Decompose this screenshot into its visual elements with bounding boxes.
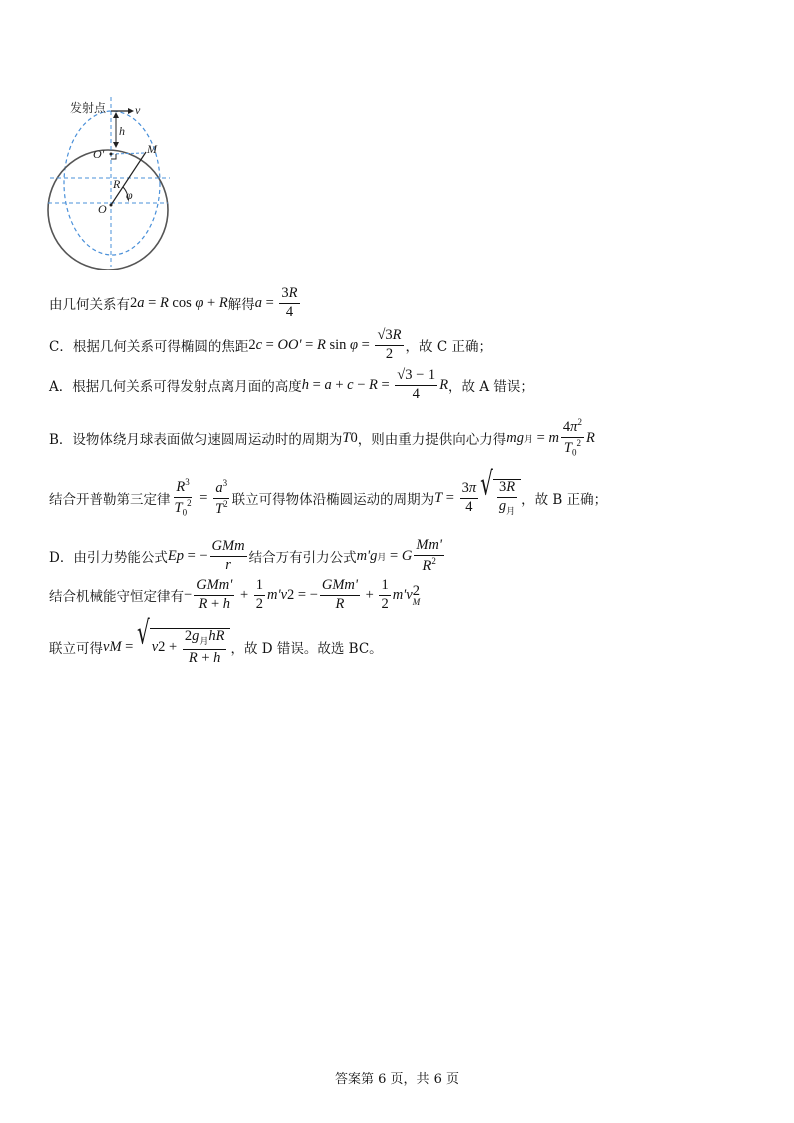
point-o: [110, 204, 113, 207]
text-b: B．设物体绕月球表面做匀速圆周运动时的周期为: [49, 432, 343, 449]
text-d: D．由引力势能公式: [49, 550, 168, 567]
label-launch: 发射点: [70, 101, 107, 115]
label-v: v: [135, 103, 141, 117]
page-footer: 答案第 6 页，共 6 页: [334, 1072, 460, 1087]
text-kepler: 结合开普勒第三定律: [49, 492, 171, 509]
text-a: A．根据几何关系可得发射点离月面的高度: [49, 379, 302, 396]
label-h: h: [119, 124, 125, 138]
text-b-mid: ，则由重力提供向心力得: [357, 432, 507, 449]
line-d: D．由引力势能公式 E p = − $\frac{\text{GMm}}{r}$ 结合万有引力公式 m'g 月 = G $\frac{Mm'}{R^2}$: [49, 537, 442, 574]
text-kepler-mid: 联立可得物体沿椭圆运动的周期为: [231, 492, 435, 509]
line-kepler: 结合开普勒第三定律 $\frac{R^3}{T_0^2}$ = $\frac{a^3}{T^2}$ 联立可得物体沿椭圆运动的周期为 T = $\frac{3\pi}{4}$ √ $\frac{3R}{g_月}$ ，故 B 正确；: [49, 464, 608, 518]
velocity-arrowhead: [128, 108, 134, 114]
line-b: B．设物体绕月球表面做匀速圆周运动时的周期为 T 0 ，则由重力提供向心力得 mg 月 = m $\frac{4\pi^2}{T_0^2}$ R: [49, 417, 595, 458]
text-c-end: ，故 C 正确；: [405, 339, 492, 356]
text-c: C．根据几何关系可得椭圆的焦距: [49, 339, 249, 356]
text-geometry: 由几何关系有: [49, 297, 130, 314]
text-d-mid: 结合万有引力公式: [248, 550, 357, 567]
text-solve: 解得: [227, 297, 255, 314]
ellipse-orbit: [64, 111, 160, 255]
label-r: R: [113, 177, 121, 191]
line-c: C．根据几何关系可得椭圆的焦距 2 c = OO' = R sin φ = $\frac{√3R}{2}$ ，故 C 正确；: [49, 327, 492, 362]
moon-circle: [48, 150, 168, 270]
text-energy: 结合机械能守恒定律有: [49, 589, 184, 606]
label-m: M: [147, 142, 157, 156]
h-arrowhead-top: [113, 112, 119, 118]
point-oprime: [110, 153, 113, 156]
text-kepler-end: ，故 B 正确；: [521, 492, 608, 509]
label-oprime: O': [93, 147, 105, 161]
h-arrowhead-bottom: [113, 142, 119, 148]
line-energy: 结合机械能守恒定律有 − $\frac{\text{GMm'}}{R + h}$ + $\frac{1}{2}$ m'v 2 = − $\frac{\text{GMm'}}{R}$ + $\frac{1}{2}$ m'v 2 M: [49, 577, 421, 612]
label-phi: φ: [126, 188, 133, 202]
line-a: A．根据几何关系可得发射点离月面的高度 h = a + c − R = $\frac{√3 - 1}{4}$ R ，故 A 错误；: [49, 367, 534, 402]
line-geometry: 由几何关系有 2 a = R cos φ + R 解得 a = $\frac{3R}{4}$: [49, 285, 298, 320]
label-o: O: [98, 202, 107, 216]
orbit-diagram: [45, 95, 225, 270]
line-result: 联立可得 v M = √ v 2 + $\frac{2g_月hR}{R + h}$ ，故 D 错误。故选 BC。: [49, 613, 383, 666]
text-a-end: ，故 A 错误；: [448, 379, 534, 396]
oprime-m-line: [111, 153, 145, 154]
text-result: 联立可得: [49, 641, 103, 658]
text-result-end: ，故 D 错误。故选 BC。: [230, 641, 383, 658]
